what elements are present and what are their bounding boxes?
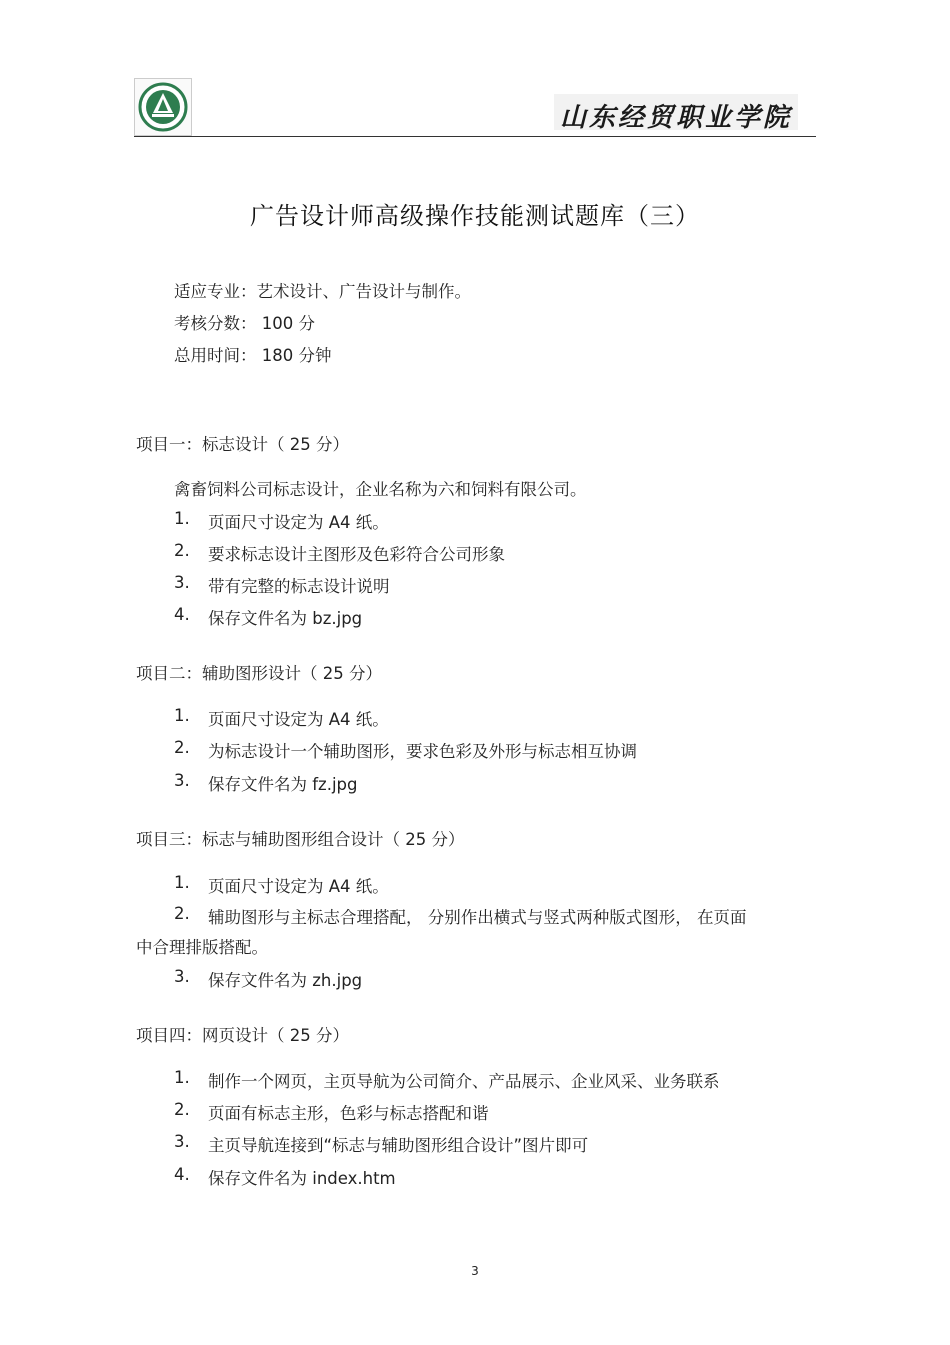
item-number: 2. [174,1100,190,1119]
item-text: 带有完整的标志设计说明 [208,577,390,596]
item-text: 保存文件名为 zh.jpg [208,971,363,990]
page-number: 3 [471,1264,479,1278]
section-intro-1: 禽畜饲料公司标志设计，企业名称为六和饲料有限公司。 [174,480,587,499]
section-heading-1: 项目一：标志设计（ 25 分） [136,435,349,454]
school-name-calligraphy [554,94,798,133]
item-number: 3. [174,967,190,986]
item-text: 主页导航连接到“标志与辅助图形组合设计”图片即可 [208,1136,589,1155]
info-score: 考核分数： 100 分 [174,314,315,333]
item-number: 3. [174,771,190,790]
item-number: 2. [174,541,190,560]
item-number: 2. [174,738,190,757]
page-header [134,78,816,138]
info-major: 适应专业：艺术设计、广告设计与制作。 [174,282,471,301]
item-number: 3. [174,1132,190,1151]
item-number: 3. [174,573,190,592]
info-time: 总用时间： 180 分钟 [174,346,332,365]
school-logo [134,78,192,136]
section-heading-4: 项目四：网页设计（ 25 分） [136,1026,349,1045]
item-text: 制作一个网页，主页导航为公司简介、产品展示、企业风采、业务联系 [208,1072,720,1091]
item-text: 为标志设计一个辅助图形，要求色彩及外形与标志相互协调 [208,742,637,761]
item-number: 2. [174,904,190,923]
item-number: 1. [174,873,190,892]
item-text: 要求标志设计主图形及色彩符合公司形象 [208,545,505,564]
item-text: 页面尺寸设定为 A4 纸。 [208,710,389,729]
item-text-continuation: 中合理排版搭配。 [136,938,268,957]
item-text: 保存文件名为 index.htm [208,1169,396,1188]
item-text: 保存文件名为 bz.jpg [208,609,363,628]
item-number: 4. [174,1165,190,1184]
school-name-text: 山东经贸职业学院 [560,103,793,133]
item-number: 1. [174,706,190,725]
item-number: 4. [174,605,190,624]
item-number: 1. [174,509,190,528]
item-number: 1. [174,1068,190,1087]
item-text: 保存文件名为 fz.jpg [208,775,358,794]
item-text: 页面尺寸设定为 A4 纸。 [208,513,389,532]
item-text: 页面尺寸设定为 A4 纸。 [208,877,389,896]
section-heading-3: 项目三：标志与辅助图形组合设计（ 25 分） [136,830,465,849]
section-heading-2: 项目二：辅助图形设计（ 25 分） [136,664,382,683]
item-text: 辅助图形与主标志合理搭配， 分别作出横式与竖式两种版式图形， 在页面 [208,908,747,927]
document-title: 广告设计师高级操作技能测试题库（三） [250,202,700,230]
item-text: 页面有标志主形，色彩与标志搭配和谐 [208,1104,489,1123]
header-divider [134,136,816,137]
